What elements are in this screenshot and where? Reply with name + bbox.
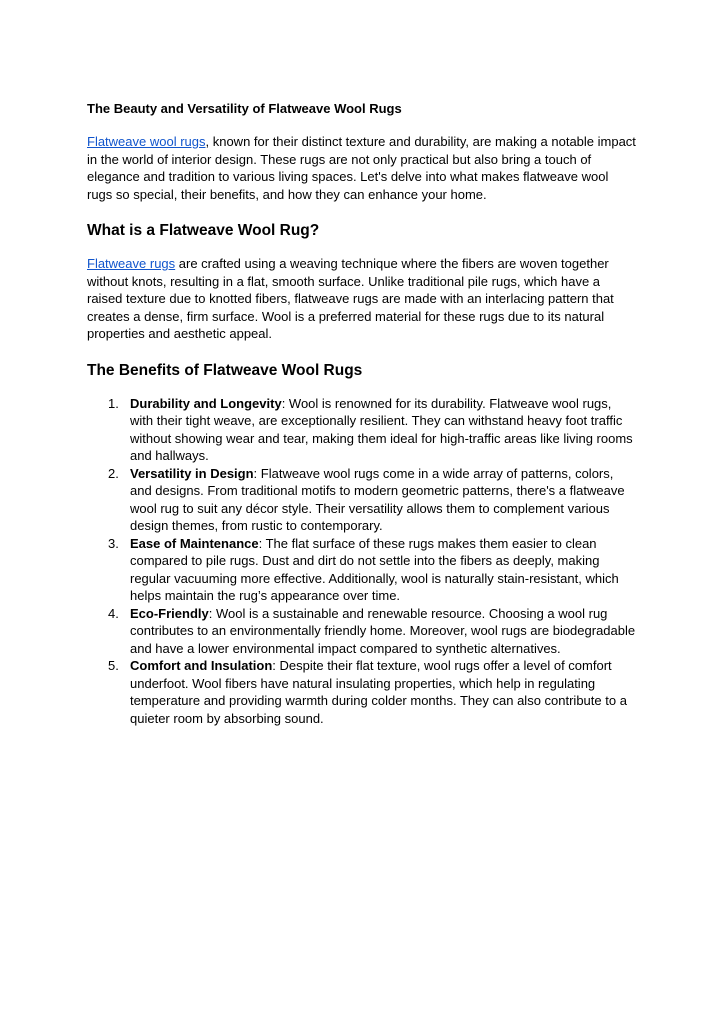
- document-body: [87, 100, 637, 727]
- flatweave-rugs-link[interactable]: Flatweave rugs: [87, 256, 176, 271]
- list-item: [87, 395, 637, 465]
- list-item-title: Durability and Longevity: [130, 395, 282, 411]
- document-title: The Beauty and Versatility of Flatweave Wool Rugs: [87, 101, 402, 116]
- list-item-number: 2.: [108, 465, 119, 481]
- what-is-text: are crafted using a weaving technique where the fibers are woven together without knots, resulting in a flat, smooth surface. Unlike traditional pile rugs, which have a raised texture due to knotted fibers, flatweave rugs are made with an interlacing pattern that creates a dense, firm surface. Wool is a preferred material for these rugs due to its natural properties and aesthetic appeal.: [87, 256, 614, 341]
- flatweave-wool-rugs-link[interactable]: Flatweave wool rugs: [87, 134, 206, 149]
- list-item: [87, 535, 637, 605]
- list-item-text: : Flatweave wool rugs come in a wide array of patterns, colors, and designs. From traditional motifs to modern geometric patterns, there's a flatweave wool rug to suit any décor style. Their versatility allows them to complement various design themes, from rustic to contemporary.: [130, 465, 625, 533]
- list-item: [87, 605, 637, 658]
- list-item-text: : The flat surface of these rugs makes them easier to clean compared to pile rugs. Dust and dirt do not settle into the fibers as deeply, making regular vacuuming more effective. Additionally, wool is naturally stain-resistant, which helps maintain the rug’s appearance over time.: [130, 535, 619, 603]
- intro-paragraph: [87, 133, 637, 203]
- section-heading-what-is: What is a Flatweave Wool Rug?: [87, 222, 320, 239]
- benefits-list: [87, 395, 637, 728]
- list-item-number: 5.: [108, 658, 119, 673]
- list-item-number: 3.: [108, 535, 119, 551]
- list-item: [87, 465, 637, 535]
- list-item-title: Ease of Maintenance: [130, 535, 259, 551]
- list-item-number: 1.: [108, 395, 119, 411]
- list-item-title: Eco-Friendly: [130, 605, 209, 621]
- list-item-title: Comfort and Insulation: [130, 658, 273, 673]
- list-item-text: : Wool is renowned for its durability. Flatweave wool rugs, with their tight weave, are exceptionally resilient. They can withstand heavy foot traffic without showing wear and tear, making them ideal for high-traffic areas like living rooms and hallways.: [130, 395, 633, 463]
- list-item-number: 4.: [108, 605, 119, 621]
- intro-text: , known for their distinct texture and durability, are making a notable impact in the world of interior design. These rugs are not only practical but also bring a touch of elegance and tradition to various living spaces. Let's delve into what makes flatweave wool rugs so special, their benefits, and how they can enhance your home.: [87, 134, 636, 202]
- what-is-paragraph: [87, 255, 637, 343]
- list-item-text: : Wool is a sustainable and renewable resource. Choosing a wool rug contributes to an environmentally friendly home. Moreover, wool rugs are biodegradable and have a lower environmental impact compared to synthetic alternatives.: [130, 605, 636, 656]
- section-heading-benefits: The Benefits of Flatweave Wool Rugs: [87, 361, 363, 379]
- list-item: [87, 657, 637, 727]
- list-item-title: Versatility in Design: [130, 465, 254, 481]
- list-item-text: : Despite their flat texture, wool rugs offer a level of comfort underfoot. Wool fibers have natural insulating properties, which help in regulating temperature and providing warmth during colder months. They can also contribute to a quieter room by absorbing sound.: [130, 658, 627, 726]
